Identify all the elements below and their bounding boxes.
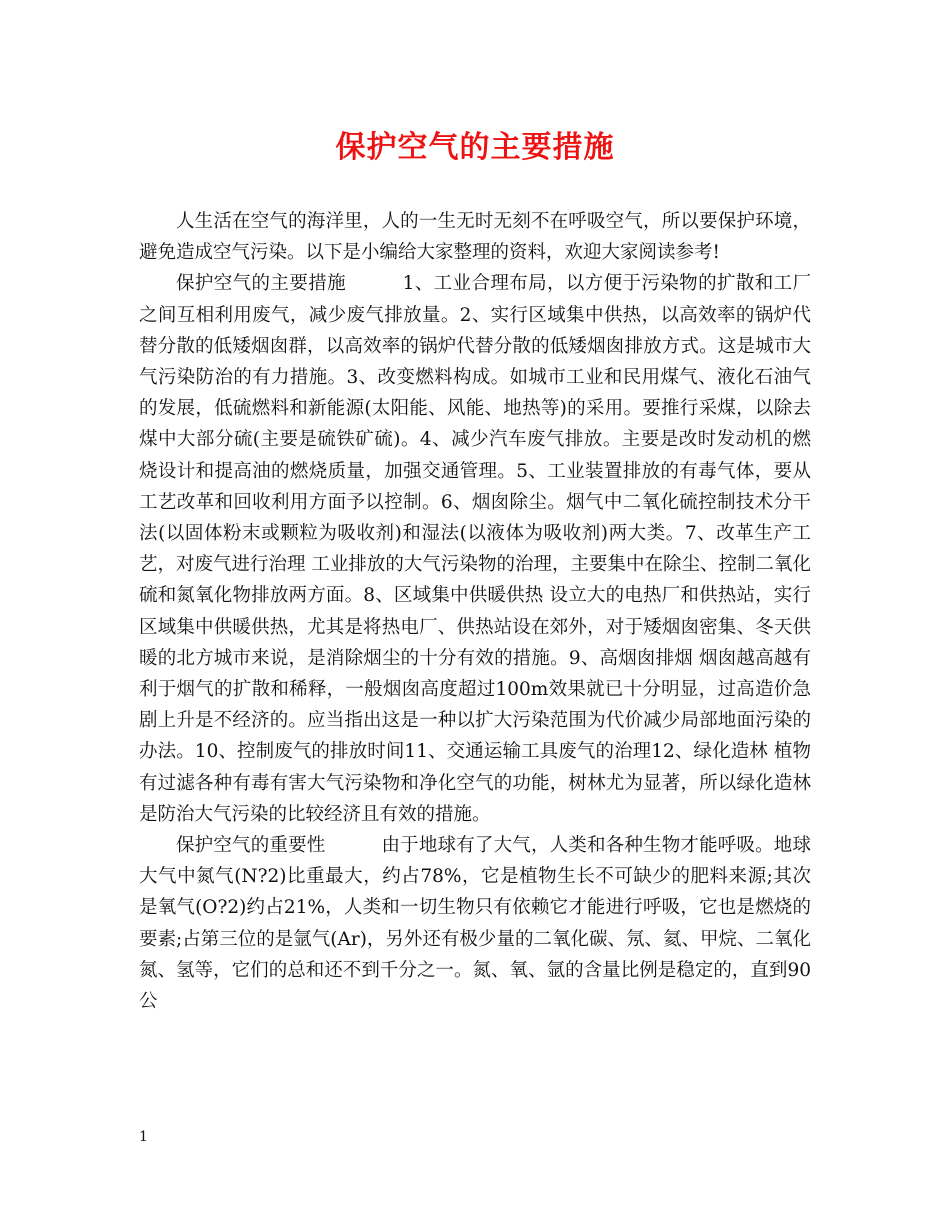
importance-paragraph: 保护空气的重要性 由于地球有了大气，人类和各种生物才能呼吸。地球大气中氮气(N?2)比重最大，约占78%，它是植物生长不可缺少的肥料来源;其次是氧气(O?2)约占21%，人类和一切生物只有依赖它才能进行呼吸，它也是燃烧的要素;占第三位的是氩气(Ar)，另外还有极少量的二氧化碳、氖、氦、甲烷、二氧化氮、氢等，它们的总和还不到千分之一。氮、氧、氩的含量比例是稳定的，直到90公 — [139, 835, 811, 1013]
measures-paragraph: 保护空气的主要措施 1、工业合理布局，以方便于污染物的扩散和工厂之间互相利用废气，减少废气排放量。2、实行区域集中供热，以高效率的锅炉代替分散的低矮烟囱群，以高效率的锅炉代替分散的低矮烟囱排放方式。这是城市大气污染防治的有力措施。3、改变燃料构成。如城市工业和民用煤气、液化石油气的发展，低硫燃料和新能源(太阳能、风能、地热等)的采用。要推行采煤，以除去煤中大部分硫(主要是硫铁矿硫)。4、减少汽车废气排放。主要是改时发动机的燃烧设计和提高油的燃烧质量，加强交通管理。5、工业装置排放的有毒气体，要从工艺改革和回收利用方面予以控制。6、烟囱除尘。烟气中二氧化硫控制技术分干法(以固体粉末或颗粒为吸收剂)和湿法(以液体为吸收剂)两大类。7、改革生产工艺，对废气进行治理 工业排放的大气污染物的治理，主要集中在除尘、控制二氧化硫和氮氧化物排放两方面。8、区域集中供暖供热 设立大的电热厂和供热站，实行区域集中供暖供热，尤其是将热电厂、供热站设在郊外，对于矮烟囱密集、冬天供暖的北方城市来说，是消除烟尘的十分有效的措施。9、高烟囱排烟 烟囱越高越有利于烟气的扩散和稀释，一般烟囱高度超过100m效果就已十分明显，过高造价急剧上升是不经济的。应当指出这是一种以扩大污染范围为代价减少局部地面污染的办法。10、控制废气的排放时间11、交通运输工具废气的治理12、绿化造林 植物有过滤各种有毒有害大气污染物和净化空气的功能，树林尤为显著，所以绿化造林是防治大气污染的比较经济且有效的措施。 — [139, 273, 811, 825]
intro-paragraph: 人生活在空气的海洋里，人的一生无时无刻不在呼吸空气，所以要保护环境，避免造成空气污染。以下是小编给大家整理的资料，欢迎大家阅读参考! — [139, 211, 811, 264]
document-title: 保护空气的主要措施 — [335, 130, 615, 165]
page-number: 1 — [139, 1129, 148, 1145]
document-body — [139, 206, 811, 1017]
